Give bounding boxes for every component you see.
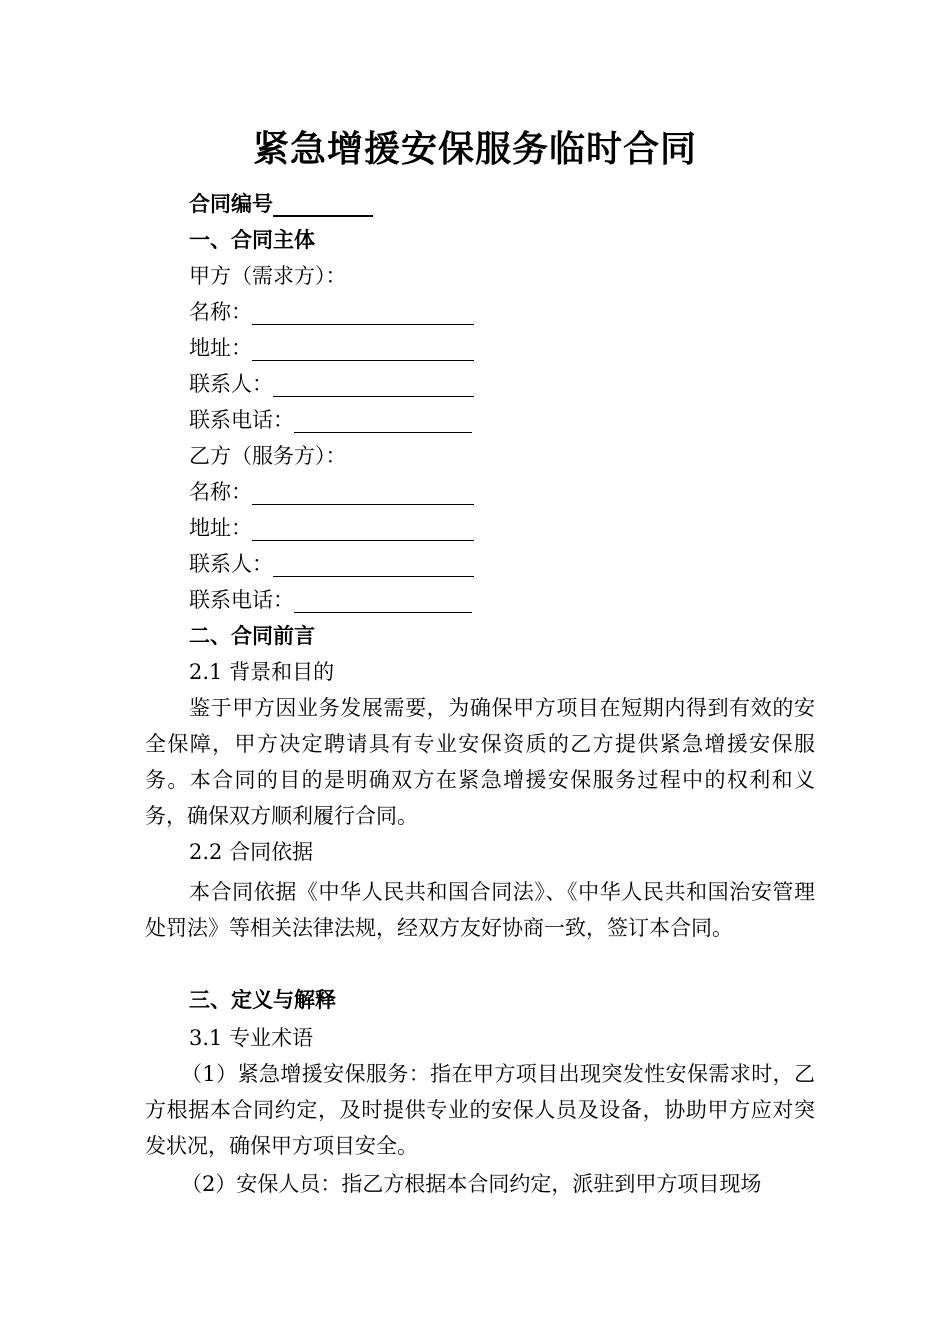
party-a-phone-blank[interactable] [294, 408, 472, 433]
party-b-phone-blank[interactable] [294, 588, 472, 613]
contract-number-blank[interactable] [273, 191, 373, 217]
party-a-label: 甲方（需求方）： [189, 264, 347, 288]
name-label: 名称： [189, 480, 252, 504]
paragraph-2-2: 本合同依据《中华人民共和国合同法》、《中华人民共和国治安管理处罚法》等相关法律法规，经双方友好协商一致，签订本合同。 [145, 880, 815, 940]
document-title: 紧急增援安保服务临时合同 [252, 129, 697, 170]
party-a-contact-blank[interactable] [273, 372, 474, 397]
phone-label: 联系电话： [189, 588, 294, 612]
party-b-address-row [145, 510, 859, 546]
address-label: 地址： [189, 516, 252, 540]
address-label: 地址： [189, 336, 252, 360]
party-a-phone-row [145, 402, 859, 438]
party-b-contact-row [145, 546, 859, 582]
definition-item-1: （1）紧急增援安保服务：指在甲方项目出现突发性安保需求时，乙方根据本合同约定，及时提供专业的安保人员及设备，协助甲方应对突发状况，确保甲方项目安全。 [145, 1062, 815, 1158]
subsection-2-1: 2.1 背景和目的 [189, 660, 335, 684]
party-b-phone-row [145, 582, 859, 618]
definition-item-2: （2）安保人员：指乙方根据本合同约定，派驻到甲方项目现场 [181, 1172, 762, 1196]
subsection-2-2: 2.2 合同依据 [189, 840, 314, 864]
name-label: 名称： [189, 300, 252, 324]
section-1-heading: 一、合同主体 [189, 228, 315, 252]
party-a-contact-row [145, 366, 859, 402]
party-a-name-blank[interactable] [252, 300, 474, 325]
paragraph-2-1: 鉴于甲方因业务发展需要，为确保甲方项目在短期内得到有效的安全保障，甲方决定聘请具有专业安保资质的乙方提供紧急增援安保服务。本合同的目的是明确双方在紧急增援安保服务过程中的权利和义务，确保双方顺利履行合同。 [145, 696, 815, 828]
party-b-address-blank[interactable] [252, 516, 474, 541]
section-3-heading: 三、定义与解释 [189, 988, 336, 1012]
phone-label: 联系电话： [189, 408, 294, 432]
contact-label: 联系人： [189, 552, 273, 576]
contract-number-row [145, 186, 859, 222]
party-a-address-row [145, 330, 859, 366]
subsection-3-1: 3.1 专业术语 [189, 1026, 314, 1050]
party-a-name-row [145, 294, 859, 330]
party-a-address-blank[interactable] [252, 336, 474, 361]
party-b-name-row [145, 474, 859, 510]
party-b-label: 乙方（服务方）： [189, 444, 347, 468]
party-b-contact-blank[interactable] [273, 552, 474, 577]
contact-label: 联系人： [189, 372, 273, 396]
party-b-name-blank[interactable] [252, 480, 474, 505]
section-2-heading: 二、合同前言 [189, 624, 315, 648]
contract-number-label: 合同编号 [189, 192, 273, 216]
